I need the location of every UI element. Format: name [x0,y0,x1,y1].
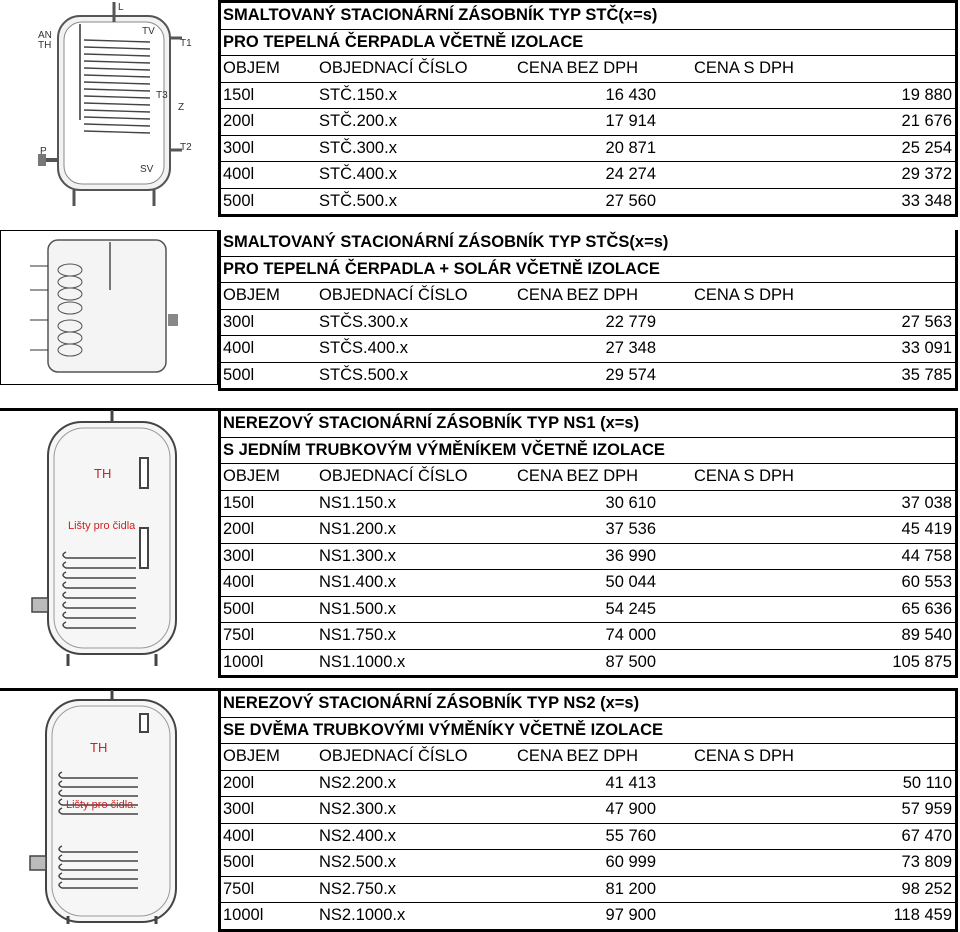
cell-price-inc-vat: 21 676 [901,112,952,130]
cell-price-ex-vat: 97 900 [605,906,656,924]
label-sensor-strips: Lišty pro čidla [68,520,136,532]
cell-price-inc-vat: 33 348 [901,191,952,210]
cell-order-no: STČ.500.x [319,191,397,210]
table-row [221,543,955,570]
cell-price-inc-vat: 57 959 [901,800,952,818]
table-row [221,569,955,596]
label-an: AN [38,30,52,41]
section-subtitle: SE DVĚMA TRUBKOVÝMI VÝMĚNÍKY VČETNĚ IZOLACE [221,717,955,744]
label-tv: TV [142,26,155,37]
cell-order-no: NS2.300.x [319,800,397,818]
table-stc [218,0,958,217]
section-subtitle: PRO TEPELNÁ ČERPADLA + SOLÁR VČETNĚ IZOLACE [221,256,955,283]
table-row [221,108,955,135]
cell-price-ex-vat: 36 990 [605,546,656,565]
cell-volume: 200l [223,112,255,130]
label-z: Z [178,102,185,113]
cell-order-no: STČ.150.x [319,85,397,104]
label-p: P [40,146,47,157]
cell-order-no: STČS.500.x [319,365,408,384]
cell-order-no: NS1.500.x [319,599,397,618]
tank-diagram-stc [0,0,218,210]
table-row [221,823,955,850]
tank-diagram-ns2 [0,688,218,924]
cell-price-ex-vat: 30 610 [605,493,656,512]
cell-order-no: STČS.400.x [319,339,408,357]
cell-price-ex-vat: 87 500 [605,652,656,671]
col-price-ex-vat: CENA BEZ DPH [517,747,639,765]
table-row [221,82,955,109]
tank-diagram-ns1 [0,408,218,666]
cell-price-inc-vat: 105 875 [892,652,952,671]
cell-price-ex-vat: 41 413 [605,773,656,792]
section-subtitle: PRO TEPELNÁ ČERPADLA VČETNĚ IZOLACE [221,29,955,56]
cell-price-ex-vat: 27 560 [605,191,656,210]
cell-order-no: NS1.300.x [319,546,397,565]
cell-order-no: NS2.400.x [319,826,397,845]
label-sensor-strips: Lišty pro čidla. [66,799,137,811]
table-stcs [218,230,958,391]
cell-price-inc-vat: 25 254 [901,138,952,157]
col-volume: OBJEM [223,286,280,304]
cell-price-ex-vat: 22 779 [605,312,656,331]
col-price-inc-vat: CENA S DPH [694,467,794,485]
label-th: TH [38,40,52,51]
cell-price-inc-vat: 65 636 [901,599,952,618]
label-sv: SV [140,164,154,175]
table-row [221,849,955,876]
cell-volume: 400l [223,826,255,845]
cell-volume: 500l [223,191,255,210]
cell-order-no: NS2.500.x [319,853,397,871]
table-ns2 [218,688,958,932]
cell-price-inc-vat: 67 470 [901,826,952,845]
label-t3: T3 [156,90,168,101]
col-price-ex-vat: CENA BEZ DPH [517,467,639,485]
table-row [221,649,955,676]
cell-order-no: NS1.400.x [319,573,397,591]
cell-price-ex-vat: 54 245 [605,599,656,618]
table-row [221,516,955,543]
cell-volume: 400l [223,165,255,183]
cell-volume: 400l [223,573,255,591]
cell-volume: 500l [223,853,255,871]
cell-price-inc-vat: 44 758 [901,546,952,565]
table-header [221,55,955,82]
cell-volume: 400l [223,339,255,357]
table-header [221,743,955,770]
cell-order-no: STČ.200.x [319,112,397,130]
cell-price-ex-vat: 37 536 [605,520,656,538]
cell-price-ex-vat: 47 900 [605,800,656,818]
col-price-inc-vat: CENA S DPH [694,59,794,77]
col-volume: OBJEM [223,467,280,485]
cell-price-ex-vat: 16 430 [605,85,656,104]
cell-price-inc-vat: 45 419 [901,520,952,538]
cell-price-inc-vat: 73 809 [901,853,952,871]
cell-volume: 1000l [223,652,264,671]
cell-volume: 750l [223,626,255,644]
section-subtitle: S JEDNÍM TRUBKOVÝM VÝMĚNÍKEM VČETNĚ IZOLACE [221,437,955,464]
cell-price-inc-vat: 35 785 [901,365,952,384]
cell-volume: 500l [223,599,255,618]
cell-volume: 200l [223,520,255,538]
table-row [221,770,955,797]
cell-volume: 150l [223,85,255,104]
section-title: SMALTOVANÝ STACIONÁRNÍ ZÁSOBNÍK TYP STČ(x=s) [223,6,658,24]
cell-volume: 500l [223,365,255,384]
cell-order-no: STČ.400.x [319,165,397,183]
cell-price-ex-vat: 60 999 [605,853,656,871]
cell-price-inc-vat: 37 038 [901,493,952,512]
cell-price-ex-vat: 20 871 [605,138,656,157]
cell-price-ex-vat: 55 760 [605,826,656,845]
cell-volume: 300l [223,546,255,565]
col-volume: OBJEM [223,747,280,765]
cell-order-no: NS1.750.x [319,626,397,644]
section-title: NEREZOVÝ STACIONÁRNÍ ZÁSOBNÍK TYP NS2 (x=s) [223,694,640,712]
cell-order-no: STČ.300.x [319,138,397,157]
section-ns1 [0,408,960,671]
section-ns2 [0,688,960,924]
cell-price-inc-vat: 89 540 [901,626,952,644]
cell-price-inc-vat: 98 252 [901,879,952,898]
cell-price-inc-vat: 60 553 [901,573,952,591]
cell-price-ex-vat: 50 044 [605,573,656,591]
cell-price-inc-vat: 29 372 [901,165,952,183]
col-price-inc-vat: CENA S DPH [694,747,794,765]
table-row [221,188,955,215]
cell-price-ex-vat: 74 000 [605,626,656,644]
cell-price-inc-vat: 19 880 [901,85,952,104]
table-row [221,335,955,362]
cell-order-no: NS2.1000.x [319,906,406,924]
cell-volume: 300l [223,800,255,818]
cell-volume: 300l [223,138,255,157]
label-t2: T2 [180,142,192,153]
table-row [221,622,955,649]
table-row [221,596,955,623]
tank-diagram-stcs [0,230,218,385]
table-header [221,463,955,490]
cell-volume: 1000l [223,906,264,924]
table-row [221,876,955,903]
cell-volume: 200l [223,773,255,792]
table-row [221,161,955,188]
section-stc [0,0,960,210]
section-title: NEREZOVÝ STACIONÁRNÍ ZÁSOBNÍK TYP NS1 (x=s) [223,414,640,432]
col-order-no: OBJEDNACÍ ČÍSLO [319,467,468,485]
cell-price-ex-vat: 81 200 [605,879,656,898]
cell-price-inc-vat: 33 091 [901,339,952,357]
label-t1: T1 [180,38,192,49]
table-header [221,282,955,309]
cell-order-no: NS1.200.x [319,520,397,538]
table-row [221,362,955,389]
section-title: SMALTOVANÝ STACIONÁRNÍ ZÁSOBNÍK TYP STČS(x=s) [223,233,669,251]
cell-order-no: NS2.200.x [319,773,397,792]
label-th: TH [94,466,112,481]
cell-price-ex-vat: 29 574 [605,365,656,384]
label-th: TH [90,740,108,755]
col-order-no: OBJEDNACÍ ČÍSLO [319,286,468,304]
cell-order-no: NS2.750.x [319,879,397,898]
table-row [221,135,955,162]
col-order-no: OBJEDNACÍ ČÍSLO [319,747,468,765]
col-price-inc-vat: CENA S DPH [694,286,794,304]
cell-price-ex-vat: 24 274 [605,165,656,183]
cell-order-no: STČS.300.x [319,312,408,331]
cell-volume: 150l [223,493,255,512]
col-price-ex-vat: CENA BEZ DPH [517,59,639,77]
cell-price-ex-vat: 17 914 [605,112,656,130]
col-price-ex-vat: CENA BEZ DPH [517,286,639,304]
table-row [221,902,955,929]
label-l: L [118,2,124,13]
cell-price-inc-vat: 50 110 [902,773,952,792]
cell-volume: 750l [223,879,255,898]
cell-order-no: NS1.150.x [319,493,397,512]
table-ns1 [218,408,958,678]
cell-price-ex-vat: 27 348 [605,339,656,357]
table-row [221,309,955,336]
col-volume: OBJEM [223,59,280,77]
table-row [221,490,955,517]
cell-price-inc-vat: 27 563 [901,312,952,331]
cell-volume: 300l [223,312,255,331]
section-stcs [0,230,960,385]
cell-order-no: NS1.1000.x [319,652,406,671]
col-order-no: OBJEDNACÍ ČÍSLO [319,59,468,77]
cell-price-inc-vat: 118 459 [893,906,952,924]
table-row [221,796,955,823]
